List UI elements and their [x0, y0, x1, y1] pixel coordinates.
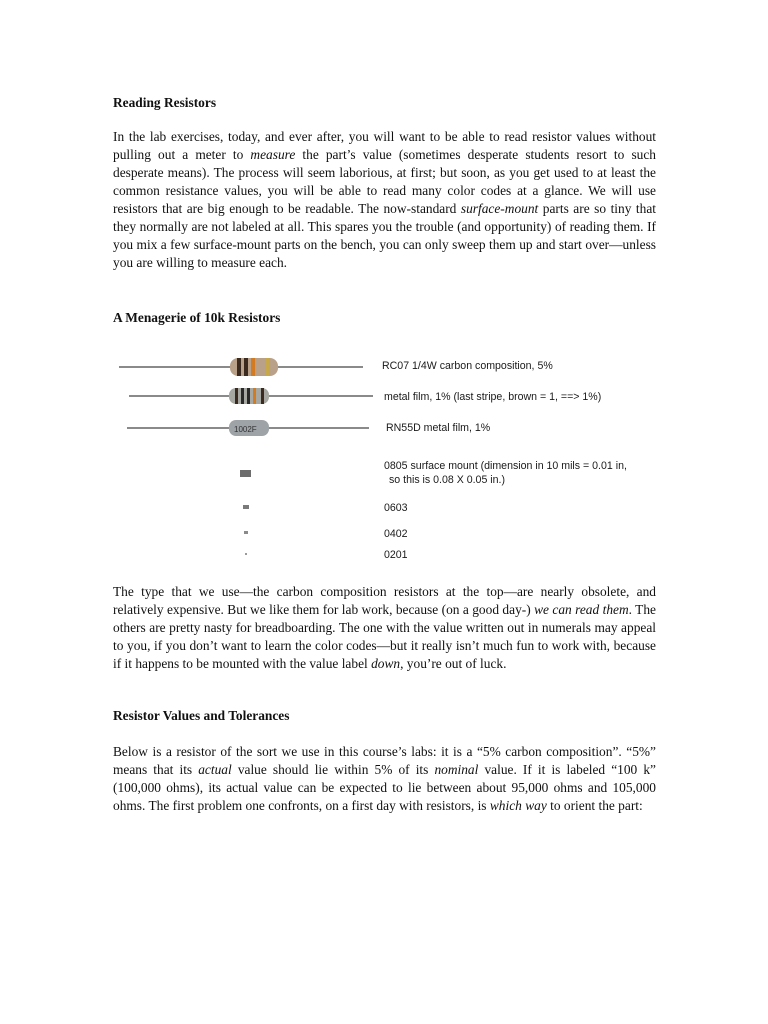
- emphasis-surface-mount: surface-mount: [460, 201, 539, 216]
- emphasis-which-way: which way: [489, 798, 547, 813]
- smd-0201-image: [245, 553, 247, 555]
- label-0603: 0603: [384, 502, 408, 514]
- label-rc07: RC07 1/4W carbon composition, 5%: [382, 360, 553, 372]
- label-0805-line1: 0805 surface mount (dimension in 10 mils = 0.01 in,: [384, 460, 627, 472]
- label-metal-film: metal film, 1% (last stripe, brown = 1, ==> 1%): [384, 391, 602, 403]
- resistor-illustration: [113, 340, 373, 572]
- label-0201: 0201: [384, 549, 408, 561]
- smd-0402-image: [244, 531, 248, 534]
- label-rn55d: RN55D metal film, 1%: [386, 422, 491, 434]
- rn55d-marking: 1002F: [234, 425, 257, 434]
- resistor-menagerie-figure: [113, 340, 658, 572]
- label-0402: 0402: [384, 528, 408, 540]
- emphasis-measure: measure: [250, 147, 296, 162]
- heading-values-tolerances: Resistor Values and Tolerances: [113, 708, 290, 723]
- paragraph-tolerance: Below is a resistor of the sort we use in this course’s labs: it is a “5% carbon composition”. “5%” means that its actual value should lie within 5% of its nominal value. If it is labeled “100 k” (100,000 ohms), its actual value can be expected to lie between about 95,000 ohms and 105,000 ohms. The first problem one confronts, on a first day with resistors, is which way to orient the part:: [113, 744, 656, 813]
- rn55d-resistor-image: [127, 420, 369, 436]
- metal-film-resistor-image: [129, 388, 373, 404]
- smd-0805-image: [240, 470, 251, 477]
- emphasis-actual: actual: [198, 762, 232, 777]
- emphasis-nominal: nominal: [434, 762, 479, 777]
- rc07-resistor-image: [119, 358, 363, 376]
- heading-reading-resistors: Reading Resistors: [113, 95, 217, 110]
- paragraph-intro: In the lab exercises, today, and ever after, you will want to be able to read resistor values without pulling out a meter to measure the part’s value (sometimes desperate students resort to such desperate means). The process will seem laborious, at first; but soon, as you get used to at least the common resistance values, you will be able to read many color codes at a glance. We will use resistors that are big enough to be readable. The now-standard surface-mount parts are so tiny that they normally are not labeled at all. This spares you the trouble (and opportunity) of reading them. If you mix a few surface-mount parts on the bench, you can only sweep them up and start over—unless you are willing to measure each.: [113, 129, 656, 270]
- heading-menagerie: A Menagerie of 10k Resistors: [113, 310, 281, 325]
- smd-0603-image: [243, 505, 249, 509]
- emphasis-down: down: [371, 656, 401, 671]
- emphasis-we-can-read-them: we can read them: [534, 602, 629, 617]
- label-0805-line2: so this is 0.08 X 0.05 in.): [389, 474, 506, 486]
- paragraph-carbon-composition: The type that we use—the carbon composition resistors at the top—are nearly obsolete, and relatively expensive. But we like them for lab work, because (on a good day-) we can read them. The others are pretty nasty for breadboarding. The one with the value written out in numerals may appeal to you, if you don’t want to learn the color codes—but it really isn’t much fun to work with, because if it happens to be mounted with the value label down, you’re out of luck.: [113, 584, 656, 671]
